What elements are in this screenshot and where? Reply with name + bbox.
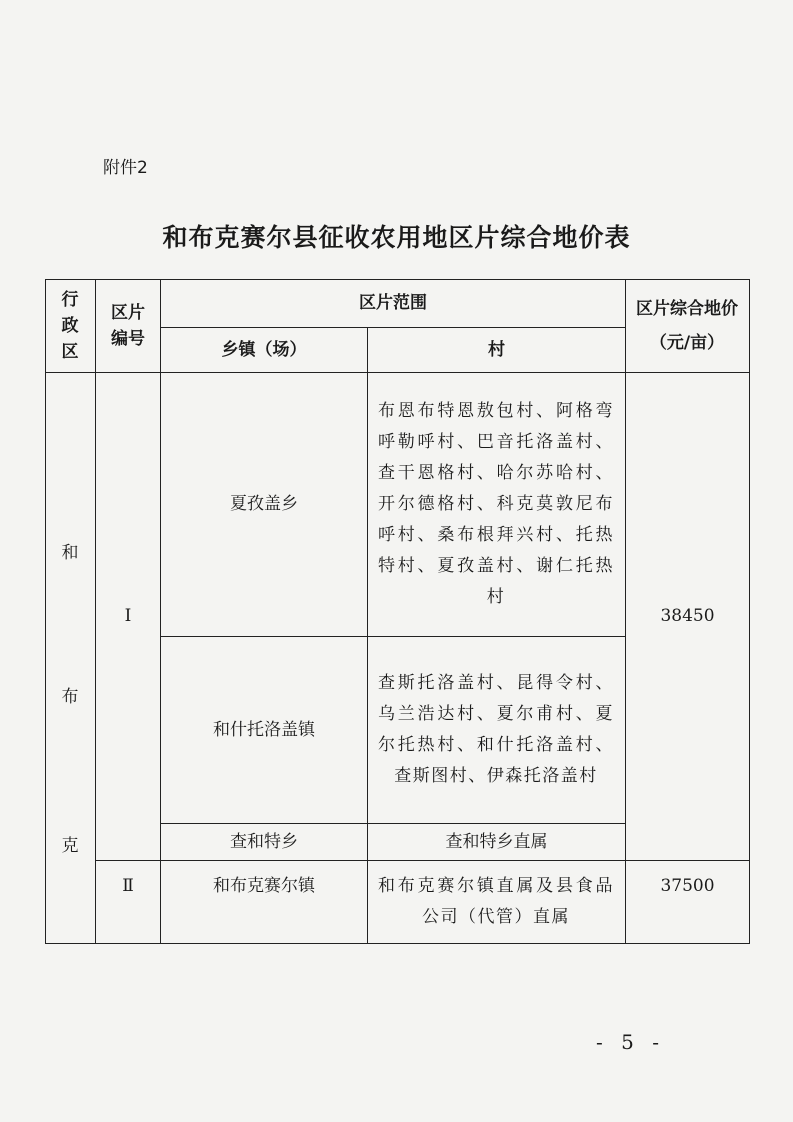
land-price-value: 38450 (660, 605, 715, 626)
village-list: 和布克赛尔镇直属及县食品公司（代管）直属 (378, 876, 614, 927)
header-village: 村 (488, 340, 505, 360)
village-list: 查和特乡直属 (445, 831, 548, 852)
header-zone-scope: 区片范围 (359, 293, 427, 313)
header-admin-region: 行政区 (61, 289, 79, 362)
admin-region-char: 布 (61, 686, 79, 707)
township-name: 和什托洛盖镇 (213, 719, 315, 740)
header-price: 区片综合地价（元/亩） (636, 298, 738, 353)
table-border-right (749, 279, 750, 944)
township-name: 夏孜盖乡 (230, 494, 298, 514)
header-zone-no: 区片编号 (111, 302, 145, 349)
land-price-value: 37500 (660, 875, 715, 896)
admin-region-char: 和 (61, 542, 79, 563)
admin-region-char: 克 (61, 835, 79, 856)
table-title: 和布克赛尔县征收农用地区片综合地价表 (162, 223, 631, 252)
attachment-label: 附件2 (103, 158, 148, 178)
village-list: 查斯托洛盖村、昆得令村、乌兰浩达村、夏尔甫村、夏尔托热村、和什托洛盖村、查斯图村、伊森托洛盖村 (378, 673, 614, 786)
village-list: 布恩布特恩敖包村、阿格弯呼勒呼村、巴音托洛盖村、查干恩格村、哈尔苏哈村、开尔德格村、科克莫敦尼布呼村、桑布根拜兴村、托热特村、夏孜盖村、谢仁托热村 (378, 401, 614, 607)
zone-number: Ⅰ (124, 605, 132, 626)
zone-number: Ⅱ (122, 875, 134, 896)
table-border-bottom (45, 943, 750, 944)
header-township: 乡镇（场） (221, 340, 307, 360)
township-name: 查和特乡 (230, 831, 298, 852)
township-name: 和布克赛尔镇 (213, 875, 315, 896)
page-number: - 5 - (596, 1030, 665, 1054)
land-price-table (45, 279, 750, 944)
